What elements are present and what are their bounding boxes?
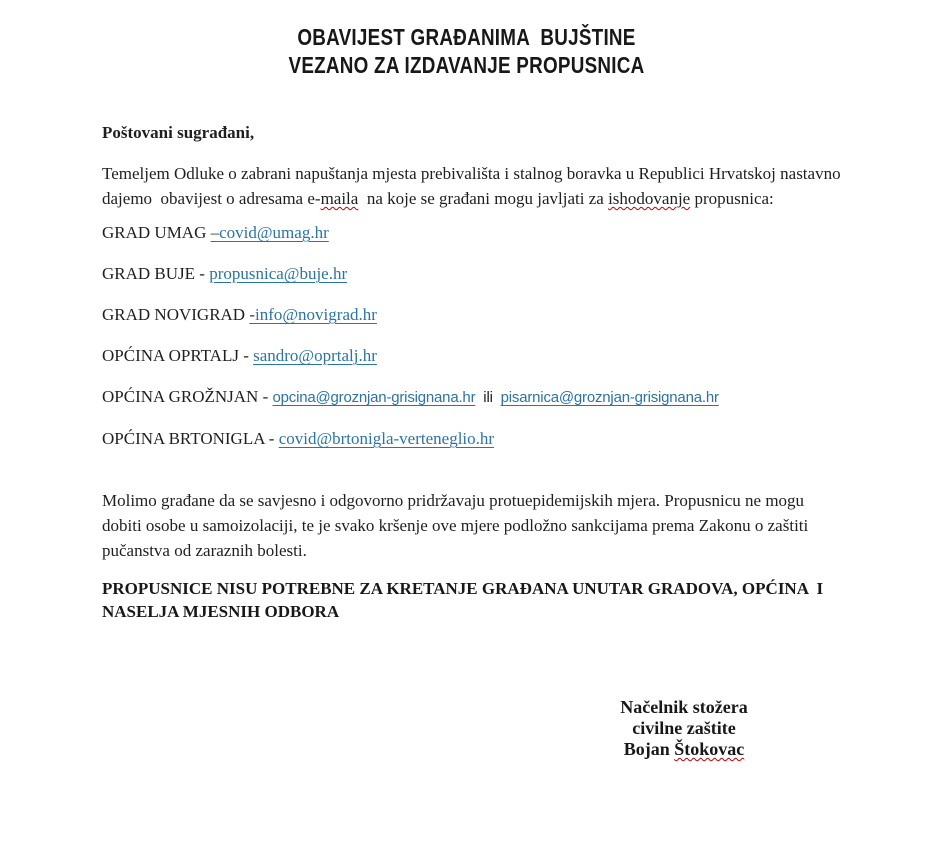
email-text: info@novigrad.hr [255, 305, 377, 324]
misspelled-word-ishodovanje: ishodovanje [608, 189, 691, 208]
link-dash: – [210, 223, 220, 242]
email-text: propusnica@buje.hr [209, 264, 348, 283]
email-link-brtonigla[interactable] [279, 429, 494, 448]
salutation: Poštovani sugrađani, [102, 123, 255, 142]
title-line-2: VEZANO ZA IZDAVANJE PROPUSNICA [288, 52, 645, 78]
intro-paragraph [102, 161, 847, 211]
email-text: sandro@oprtalj.hr [253, 346, 377, 365]
contact-row-umag [102, 220, 847, 245]
bold-notice-line-2: NASELJA MJESNIH ODBORA [102, 602, 340, 621]
contact-row-brtonigla [102, 426, 847, 451]
email-link-buje[interactable] [209, 264, 347, 283]
email-link-umag[interactable] [211, 223, 329, 242]
document-body [0, 120, 933, 760]
email-link-novigrad[interactable] [249, 305, 377, 324]
intro-text-3: propusnica: [690, 189, 774, 208]
title-line-1: OBAVIJEST GRAĐANIMA BUJŠTINE [297, 24, 636, 50]
email-text: pisarnica@groznjan-grisignana.hr [500, 389, 719, 406]
contact-row-groznjan [102, 384, 847, 410]
contact-label: OPĆINA BRTONIGLA - [102, 429, 279, 448]
signature-title-2: civilne zaštite [632, 718, 736, 738]
bold-notice-line-1: PROPUSNICE NISU POTREBNE ZA KRETANJE GRAĐANA UNUTAR GRADOVA, OPĆINA I [102, 579, 824, 598]
contact-label: GRAD UMAG [102, 223, 211, 242]
contact-row-novigrad [102, 302, 847, 327]
misspelled-word-stokovac: Štokovac [674, 739, 745, 759]
contact-row-oprtalj [102, 343, 847, 368]
contact-label: GRAD BUJE - [102, 264, 210, 283]
signature-block [548, 697, 820, 760]
contact-label: OPĆINA OPRTALJ - [102, 346, 254, 365]
intro-text-2: na koje se građani mogu javljati za [358, 189, 609, 208]
intro-text-1: Temeljem Odluke o zabrani napuštanja mjesta prebivališta i stalnog boravka u Republici Hrvatskoj nastavno dajemo obavijest o adresama e- [102, 164, 845, 208]
email-text: covid@brtonigla-verteneglio.hr [278, 429, 495, 448]
email-link-groznjan-opcina[interactable] [272, 389, 475, 406]
email-text: opcina@groznjan-grisignana.hr [272, 389, 476, 406]
signature-name [548, 739, 820, 760]
conjunction-ili: ili [475, 389, 501, 406]
contact-label: GRAD NOVIGRAD [102, 305, 250, 324]
email-text: covid@umag.hr [219, 223, 329, 242]
signature-first-name: Bojan [623, 739, 675, 759]
link-dash: - [249, 305, 256, 324]
document-title [84, 0, 849, 79]
email-link-oprtalj[interactable] [253, 346, 377, 365]
email-link-groznjan-pisarnica[interactable] [501, 389, 719, 406]
signature-title-1: Načelnik stožera [620, 697, 748, 717]
misspelled-word-maila: maila [320, 189, 359, 208]
contact-label: OPĆINA GROŽNJAN - [102, 387, 273, 406]
bold-notice [102, 577, 847, 623]
compliance-notice: Molimo građane da se savjesno i odgovorno pridržavaju protuepidemijskih mjera. Propusnicu ne mogu dobiti osobe u samoizolaciji, te je svako kršenje ove mjere podložno sankcijama prema Zakonu o zaštiti pučanstva od zaraznih bolesti. [102, 491, 813, 560]
contact-row-buje [102, 261, 847, 286]
